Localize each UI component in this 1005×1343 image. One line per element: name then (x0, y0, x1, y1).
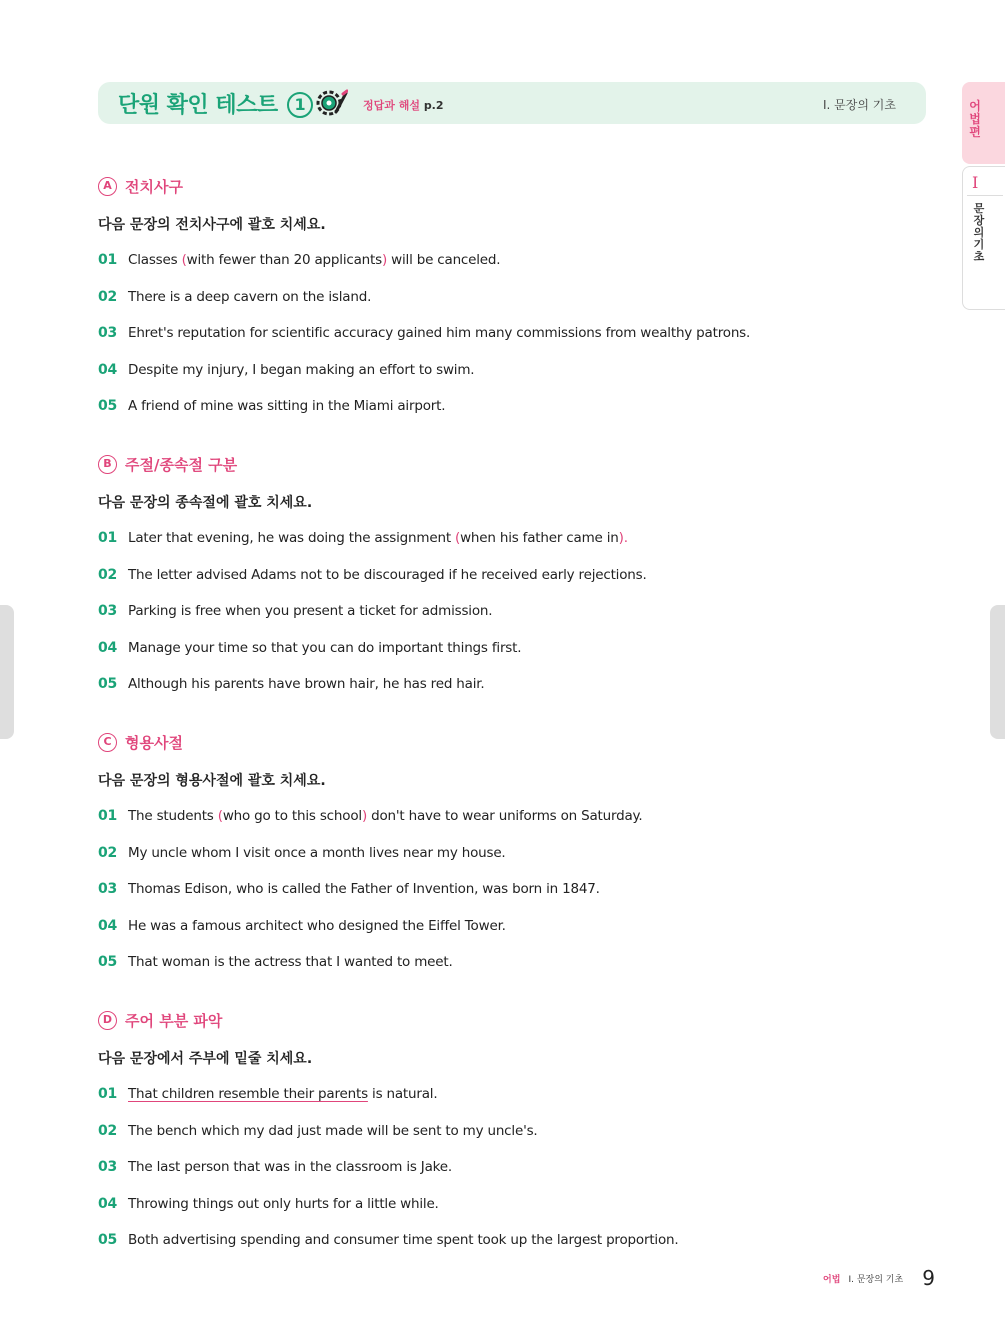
side-tab-divider (967, 195, 1003, 196)
question-item (98, 880, 642, 917)
answer-reference[interactable] (363, 97, 444, 113)
question-item (98, 566, 647, 603)
question-item (98, 288, 750, 325)
question-number: 03 (98, 325, 118, 342)
side-tab-subject-label: 어법편 (969, 99, 981, 139)
question-text: Thomas Edison, who is called the Father of Invention, was born in 1847. (128, 881, 600, 898)
title-number: 1 (287, 92, 313, 118)
bracketed-phrase: with fewer than 20 applicants (186, 252, 382, 268)
page-title (118, 88, 313, 119)
section-instruction: 다음 문장의 형용사절에 괄호 치세요. (98, 773, 326, 789)
open-paren: ( (181, 252, 187, 268)
side-tab-roman: I (972, 173, 979, 192)
prev-page-handle[interactable] (0, 605, 14, 739)
side-tab-chapter-label: 문장의 기초 (973, 202, 985, 263)
section-title: 주절/종속절 구분 (125, 455, 238, 474)
question-text: Throwing things out only hurts for a little while. (128, 1195, 439, 1212)
question-item (98, 844, 642, 881)
question-item (98, 1122, 678, 1159)
question-item (98, 324, 750, 361)
section-badge: B (98, 455, 117, 474)
section-title: 전치사구 (125, 177, 183, 196)
section-title: 형용사절 (125, 733, 183, 752)
section-instruction: 다음 문장에서 주부에 밑줄 치세요. (98, 1051, 313, 1067)
section-badge: C (98, 733, 117, 752)
question-text: The last person that was in the classroom is Jake. (128, 1159, 452, 1176)
section-instruction: 다음 문장의 종속절에 괄호 치세요. (98, 495, 313, 511)
page-title-text: 단원 확인 테스트 (118, 93, 278, 118)
bracketed-phrase: when his father came in (460, 530, 619, 546)
question-item (98, 639, 647, 676)
question-item (98, 953, 642, 990)
chapter-reference: Ⅰ. 문장의 기초 (823, 98, 896, 112)
question-text: Although his parents have brown hair, he has red hair. (128, 676, 485, 693)
question-text: Ehret's reputation for scientific accuracy gained him many commissions from wealthy patrons. (128, 325, 751, 342)
question-text: My uncle whom I visit once a month lives near my house. (128, 844, 506, 861)
question-list (98, 251, 750, 434)
open-paren: ( (455, 530, 461, 546)
question-text: He was a famous architect who designed the Eiffel Tower. (128, 917, 506, 934)
question-text (128, 529, 628, 547)
close-paren: ) (381, 252, 388, 268)
section-badge: D (98, 1011, 117, 1030)
question-number: 04 (98, 917, 118, 934)
question-text: Manage your time so that you can do important things first. (128, 639, 522, 656)
question-number: 04 (98, 639, 118, 656)
question-item (98, 602, 647, 639)
question-text: Parking is free when you present a ticket for admission. (128, 603, 493, 620)
question-item (98, 1231, 678, 1268)
side-tab-subject[interactable] (962, 82, 1005, 164)
section-d (98, 1009, 678, 1268)
question-number: 04 (98, 361, 118, 378)
question-text: The letter advised Adams not to be discouraged if he received early rejections. (128, 566, 647, 583)
answer-page: p.2 (423, 99, 444, 112)
question-item (98, 251, 750, 288)
text-segment: Later that evening, he was doing the assignment (128, 530, 456, 546)
question-text: The bench which my dad just made will be sent to my uncle's. (128, 1122, 538, 1139)
question-item (98, 807, 642, 844)
question-text (128, 1085, 437, 1103)
text-segment: don't have to wear uniforms on Saturday. (367, 808, 643, 824)
question-text: Despite my injury, I began making an effort to swim. (128, 361, 475, 378)
section-badge: A (98, 177, 117, 196)
question-number: 04 (98, 1195, 118, 1212)
question-item (98, 529, 647, 566)
bracketed-phrase: who go to this school (222, 808, 362, 824)
page-number: 9 (922, 1266, 936, 1290)
question-number: 01 (98, 808, 118, 824)
section-title: 주어 부분 파악 (125, 1011, 223, 1030)
question-item (98, 397, 750, 434)
question-number: 03 (98, 603, 118, 620)
answer-label: 정답과 해설 (363, 99, 420, 112)
question-text (128, 251, 500, 269)
close-paren: ) (361, 808, 368, 824)
side-tab-chapter[interactable] (962, 166, 1005, 310)
question-item (98, 1158, 678, 1195)
question-number: 03 (98, 1159, 118, 1176)
question-number: 05 (98, 676, 118, 693)
next-page-handle[interactable] (990, 605, 1005, 739)
question-number: 01 (98, 252, 118, 268)
question-text: There is a deep cavern on the island. (128, 288, 372, 305)
section-b (98, 453, 647, 712)
question-number: 05 (98, 1232, 118, 1249)
question-list (98, 529, 647, 712)
footer-chapter: Ⅰ. 문장의 기초 (848, 1275, 904, 1285)
question-item (98, 675, 647, 712)
question-number: 01 (98, 1086, 118, 1102)
underlined-subject: That children resemble their parents (128, 1086, 368, 1102)
text-segment: The students (128, 808, 218, 824)
section-c (98, 731, 642, 990)
question-number: 02 (98, 566, 118, 583)
question-text: A friend of mine was sitting in the Miami airport. (128, 398, 446, 415)
question-number: 02 (98, 288, 118, 305)
question-list (98, 1085, 678, 1268)
question-number: 01 (98, 530, 118, 546)
question-text: Both advertising spending and consumer time spent took up the largest proportion. (128, 1232, 679, 1249)
section-a (98, 175, 750, 434)
close-paren: ) (618, 530, 624, 546)
question-number: 05 (98, 954, 118, 971)
section-instruction: 다음 문장의 전치사구에 괄호 치세요. (98, 217, 326, 233)
open-paren: ( (217, 808, 223, 824)
text-segment: is natural. (367, 1086, 438, 1102)
text-segment: will be canceled. (387, 252, 501, 268)
question-item (98, 1085, 678, 1122)
question-number: 02 (98, 1122, 118, 1139)
question-number: 05 (98, 398, 118, 415)
text-segment: . (623, 530, 628, 546)
question-text (128, 807, 642, 825)
question-text: That woman is the actress that I wanted to meet. (128, 954, 453, 971)
gear-icon (314, 88, 348, 118)
question-list (98, 807, 642, 990)
page-footer (823, 1266, 935, 1290)
question-item (98, 917, 642, 954)
text-segment: Classes (128, 252, 182, 268)
question-number: 02 (98, 844, 118, 861)
question-item (98, 361, 750, 398)
question-number: 03 (98, 881, 118, 898)
footer-subject: 어법 (823, 1275, 841, 1285)
question-item (98, 1195, 678, 1232)
